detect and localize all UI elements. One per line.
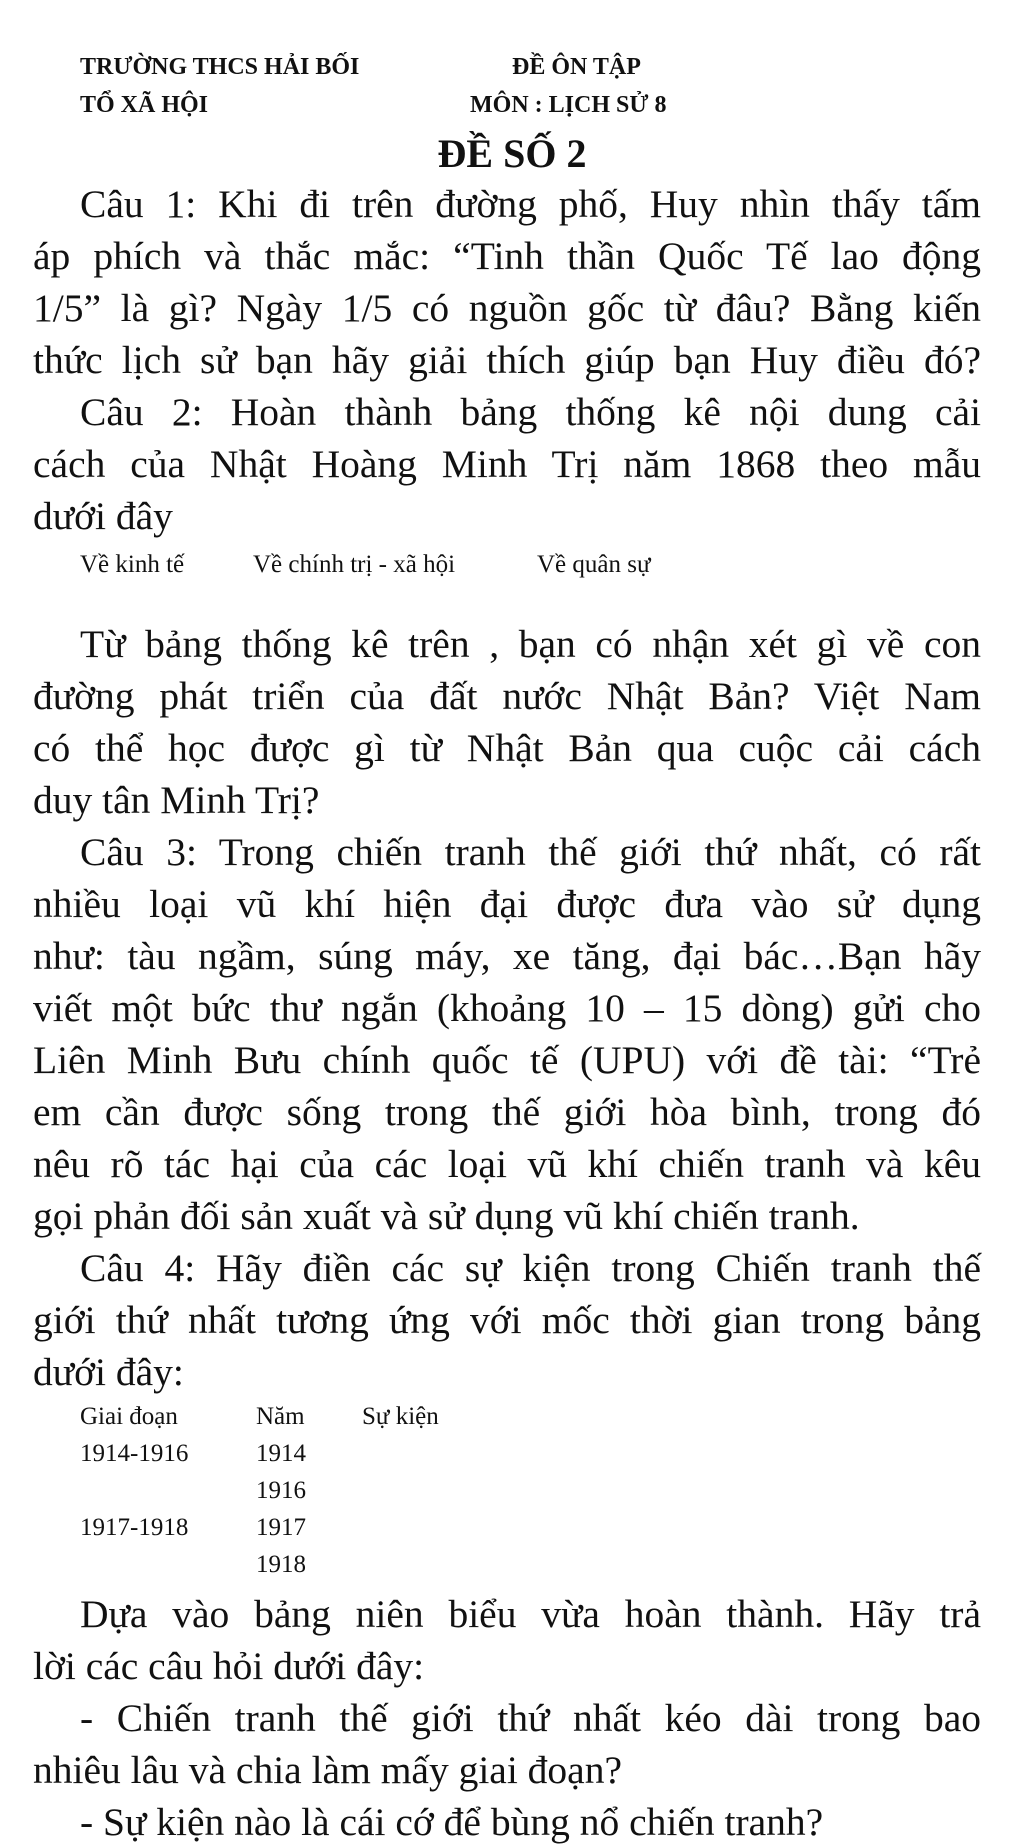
q3-line: như: tàu ngầm, súng máy, xe tăng, đại bác…Bạn hãy xyxy=(33,934,981,978)
ww1-table-header-year: Năm xyxy=(256,1403,305,1430)
q4-followup-line: - Sự kiện nào là cái cớ để bùng nổ chiến tranh? xyxy=(80,1800,824,1844)
school-name: TRƯỜNG THCS HẢI BỐI xyxy=(80,54,360,80)
ww1-table-year: 1917 xyxy=(256,1514,306,1541)
ww1-table-header-period: Giai đoạn xyxy=(80,1403,178,1430)
q3-line: nêu rõ tác hại của các loại vũ khí chiến tranh và kêu xyxy=(33,1142,981,1186)
q4-followup-line: Dựa vào bảng niên biểu vừa hoàn thành. Hãy trả xyxy=(80,1592,981,1636)
q3-line: em cần được sống trong thế giới hòa bình, trong đó xyxy=(33,1090,981,1134)
q1-line: thức lịch sử bạn hãy giải thích giúp bạn Huy điều đó? xyxy=(33,338,981,382)
q2-line: cách của Nhật Hoàng Minh Trị năm 1868 theo mẫu xyxy=(33,442,981,486)
q3-line: Câu 3: Trong chiến tranh thế giới thứ nhất, có rất xyxy=(80,830,981,874)
q2-followup-line: Từ bảng thống kê trên , bạn có nhận xét gì về con xyxy=(80,622,981,666)
subject-label: MÔN : LỊCH SỬ 8 xyxy=(470,92,667,118)
q2-followup-line: có thể học được gì từ Nhật Bản qua cuộc cải cách xyxy=(33,726,981,770)
q1-line: 1/5” là gì? Ngày 1/5 có nguồn gốc từ đâu? Bằng kiến xyxy=(33,286,981,330)
ww1-table-period: 1914-1916 xyxy=(80,1440,189,1467)
q3-line: Liên Minh Bưu chính quốc tế (UPU) với đề tài: “Trẻ xyxy=(33,1038,981,1082)
q2-line: Câu 2: Hoàn thành bảng thống kê nội dung cải xyxy=(80,390,981,434)
ww1-table-header-event: Sự kiện xyxy=(362,1403,439,1430)
ww1-table-period: 1917-1918 xyxy=(80,1514,189,1541)
q4-followup-line: - Chiến tranh thế giới thứ nhất kéo dài trong bao xyxy=(80,1696,981,1740)
q4-line: Câu 4: Hãy điền các sự kiện trong Chiến tranh thế xyxy=(80,1246,981,1290)
department-name: TỔ XÃ HỘI xyxy=(80,92,209,118)
document-type: ĐỀ ÔN TẬP xyxy=(512,54,641,80)
q4-line: giới thứ nhất tương ứng với mốc thời gian trong bảng xyxy=(33,1298,981,1342)
q2-followup-line: đường phát triển của đất nước Nhật Bản? Việt Nam xyxy=(33,674,981,718)
q3-line: viết một bức thư ngắn (khoảng 10 – 15 dòng) gửi cho xyxy=(33,986,981,1030)
q4-followup-line: lời các câu hỏi dưới đây: xyxy=(33,1644,425,1688)
q1-line: Câu 1: Khi đi trên đường phố, Huy nhìn thấy tấm xyxy=(80,182,981,226)
reform-table-header-economy: Về kinh tế xyxy=(80,551,185,578)
q4-followup-line: nhiêu lâu và chia làm mấy giai đoạn? xyxy=(33,1748,622,1792)
q3-line: gọi phản đối sản xuất và sử dụng vũ khí chiến tranh. xyxy=(33,1194,860,1238)
reform-table-header-military: Về quân sự xyxy=(537,551,651,578)
ww1-table-year: 1914 xyxy=(256,1440,306,1467)
q3-line: nhiều loại vũ khí hiện đại được đưa vào sử dụng xyxy=(33,882,981,926)
q2-followup-line: duy tân Minh Trị? xyxy=(33,778,320,822)
ww1-table-year: 1916 xyxy=(256,1477,306,1504)
q4-line: dưới đây: xyxy=(33,1350,184,1394)
ww1-table-year: 1918 xyxy=(256,1551,306,1578)
exam-title: ĐỀ SỐ 2 xyxy=(437,131,587,176)
reform-table-header-politics: Về chính trị - xã hội xyxy=(253,551,456,578)
q1-line: áp phích và thắc mắc: “Tinh thần Quốc Tế lao động xyxy=(33,234,981,278)
q2-line: dưới đây xyxy=(33,494,173,538)
